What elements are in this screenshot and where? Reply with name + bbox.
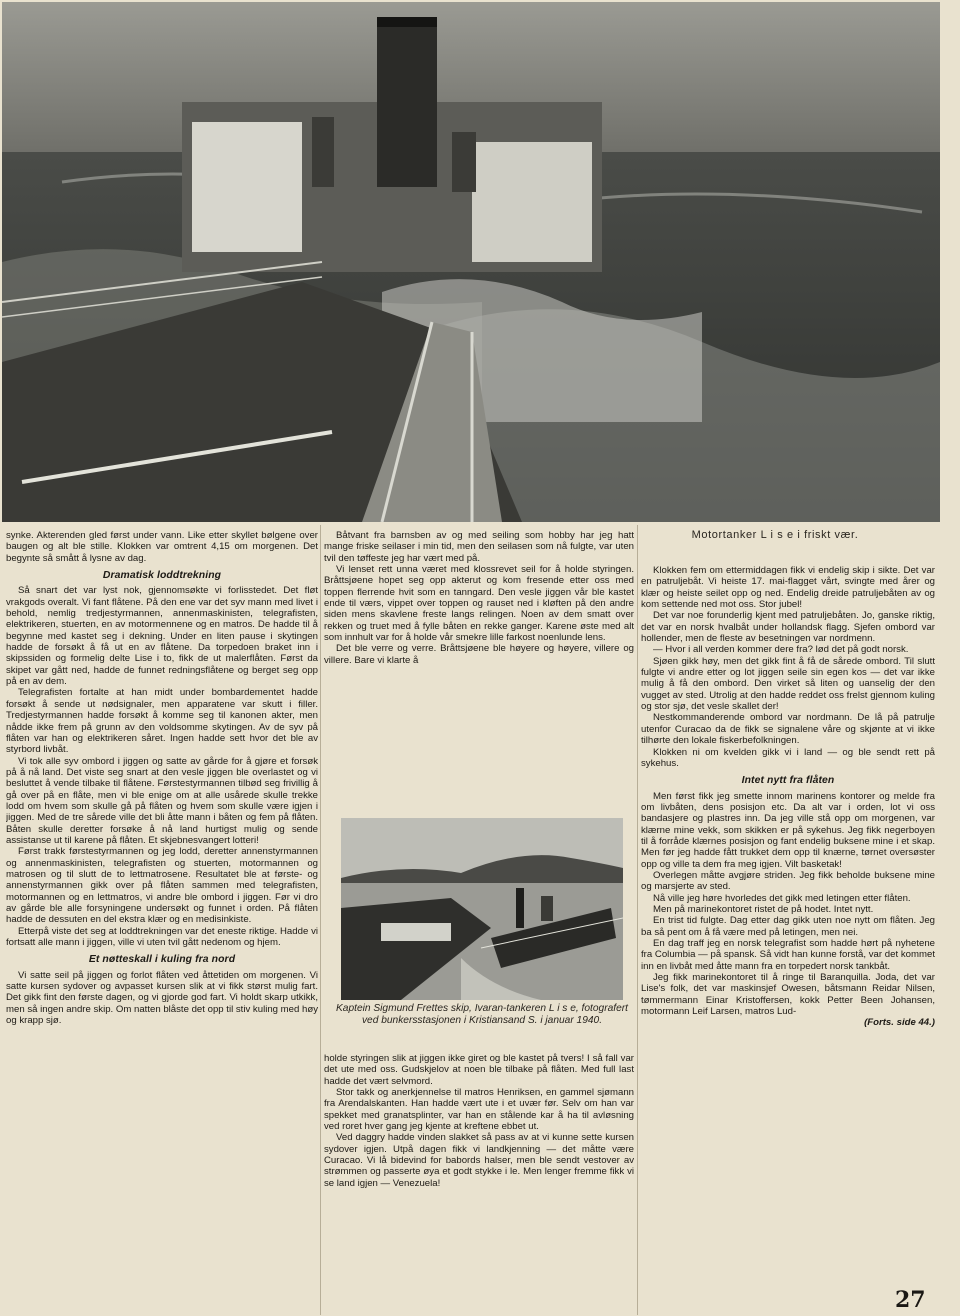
paragraph: Overlegen måtte avgjøre striden. Jeg fikk beholde buksene mine og marsjerte av sted. bbox=[641, 869, 935, 893]
paragraph: Men først fikk jeg smette innom marinens kontorer og melde fra om livbåten, dens posisjon etc. Da alt var i orden, lot vi oss bandasjere og plastres inn. Da jeg ville stå opp om morgenen, var klærne mine vekk, som skikken er på sykehus. Jeg fikk negerboyen til å forråde klærnes posisjon og fant endelig buksene mine i et skap. Men før jeg hadde fått trukket dem opp til knærne, tørnet oversøster opp og ville ta dem fra meg igjen. Vilt basketak! bbox=[641, 790, 935, 870]
article-column-2-bottom bbox=[324, 1053, 634, 1313]
paragraph: Det var noe forunderlig kjent med patruljebåten. Jo, ganske riktig, det var en norsk hvalbåt under hollandsk flagg. Sjefen ombord var hollender, men de fleste av besetningen var nordmenn. bbox=[641, 610, 935, 645]
paragraph: holde styringen slik at jiggen ikke giret og ble kastet på tvers! I så fall var det ute med oss. Gudskjelov at noen ble tilbake på flåten. Med full last hadde det vært selvmord. bbox=[324, 1053, 634, 1087]
article-column-3 bbox=[641, 565, 935, 1313]
paragraph: Ved daggry hadde vinden slakket så pass av at vi kunne sette kursen sydover igjen. Utpå dagen fikk vi landkjenning — det måtte være Curacao. Vi lå bidevind for babords halser, men ble sendt vestover av strømmen og passerte øya et godt stykke i le. Men lenger fremme fikk vi se land igjen — Venezuela! bbox=[324, 1132, 634, 1189]
paragraph: En trist tid fulgte. Dag etter dag gikk uten noe nytt om flåten. Jeg ba så pent om å få være med på letingen, men nei. bbox=[641, 915, 935, 938]
paragraph: Telegrafisten fortalte at han midt under bombardementet hadde forsøkt å sende ut nødsignaler, men apparatene var skutt i filler. Tredjestyrmannen hadde forsøkt å komme seg til kanonen akter, men nådde ikke frem på grunn av den voldsomme skytingen. Av de syv på flåten var han og elektrikeren såret. Ingen hadde sett hvor det ble av styrbord livbåt. bbox=[6, 687, 318, 756]
paragraph: Jeg fikk marinekontoret til å ringe til Baranquilla. Joda, det var Lise's folk, det var maskinsjef Owesen, båtsmann Reidar Nilsen, tømmermann Einar Kristoffersen, kokk Petter Been Johansen, motormann Leif Larsen, matros Lud- bbox=[641, 972, 935, 1018]
column-divider bbox=[637, 525, 638, 1315]
inset-photo-tanker-at-bunker-station bbox=[341, 818, 623, 1000]
paragraph: Etterpå viste det seg at loddtrekningen var det eneste riktige. Hadde vi fortsatt alle mann i jiggen, ville vi uten tvil gått nedenom og hjem. bbox=[6, 925, 318, 949]
paragraph: Vi lenset rett unna været med klossrevet seil for å holde styringen. Bråttsjøene hopet seg opp akterut og kom fresende etter oss med toppen flerrende hvit som en tanngard. Den vesle jiggen vår ble kastet ende til værs, vippet over toppen og rauset ned i kløften på den andre siden mens skavlene freste langs relingen. Noen av dem smatt over rekken og truet med å fylle båten en rekke ganger. Karene øste med alt som innhult var for å holde vår smekre lille farkost noenlunde lens. bbox=[324, 564, 634, 644]
page-number: 27 bbox=[895, 1287, 926, 1313]
paragraph: Klokken ni om kvelden gikk vi i land — og ble sendt rett på sykehus. bbox=[641, 746, 935, 769]
paragraph: synke. Akterenden gled først under vann. Like etter skyllet bølgene over baugen og alt ble stille. Klokken var omtrent 4,15 om morgenen. Det begynte så smått å lysne av dag. bbox=[6, 530, 318, 564]
harbour-photo-image bbox=[341, 818, 623, 1000]
paragraph: Vi tok alle syv ombord i jiggen og satte av gårde for å gjøre et forsøk på å nå land. Det viste seg snart at den vesle jiggen ble overlastet og vi besluttet å vende tilbake til flåtene. Førstestyrmannen tilbød seg frivillig å gå over på en flåte, men vi ble enige om at alle usårede skulle trekke lodd om hvem som skulle gå på flåten og hvem som skulle være igjen i jiggen. Med de tre sårede ville det bli åtte mann i båten og fem på flåten. Båten skulle deretter forsøke å nå land hurtigst mulig og sende assistanse ut til karene på flåten. Et skjebnesvangert lotteri! bbox=[6, 755, 318, 846]
paragraph: Men på marinekontoret ristet de på hodet. Intet nytt. bbox=[653, 903, 874, 915]
column-divider bbox=[320, 525, 321, 1315]
paragraph: Først trakk førstestyrmannen og jeg lodd, deretter annenstyrmannen og annenmaskinisten, telegrafisten og stuerten, motormannen og matrosen og til slutt de to lettmatrosene. Resultatet ble at første- og annenstyrmannen gikk over på flåten sammen med telegrafisten, motormannen og en lettmatros, vi andre ble ombord i jiggen. Før vi dro av gårde ble alle forsyningene undersøkt og funnet i orden. På flåten hadde de dessuten en del ekstra klær og en medisinkiste. bbox=[6, 846, 318, 926]
paragraph: Båtvant fra barnsben av og med seiling som hobby har jeg hatt mange friske seilaser i min tid, men den seilasen som nå fulgte, var uten tvil den tøffeste jeg har vært med på. bbox=[324, 530, 634, 564]
hero-photo-tanker-at-sea bbox=[2, 2, 940, 522]
ship-photo-image bbox=[2, 2, 940, 522]
section-heading: Dramatisk loddtrekning bbox=[102, 570, 222, 582]
section-heading: Intet nytt fra flåten bbox=[741, 775, 835, 787]
paragraph: Stor takk og anerkjennelse til matros Henriksen, en gammel sjømann fra Arendalskanten. Han hadde vært ute i et uvær før. Selv om han var spekket med granatsplinter, var han en stålende kar å ha til avløsning ved roret hver gang jeg kjente at kreftene ebbet ut. bbox=[324, 1087, 634, 1133]
article-column-2-top bbox=[324, 530, 634, 812]
paragraph: Nestkommanderende ombord var nordmann. De lå på patrulje utenfor Curacao da de fikk se signalene våre og skjønte at vi ikke tilhørte den lokale fiskerbefolkningen. bbox=[641, 712, 935, 747]
paragraph: Vi satte seil på jiggen og forlot flåten ved åttetiden om morgenen. Vi satte kursen sydover og avpasset kursen slik at vi fikk størst mulig fart. Det gikk fint den første dagen, og vi gjorde god fart. Vi holdt skarp utkikk, men så ingen andre skip. Om natten blåste det opp til stiv kuling med høy og krapp sjø. bbox=[6, 969, 318, 1027]
paragraph: En dag traff jeg en norsk telegrafist som hadde hørt på nyhetene fra Columbia — på spansk. Så vidt han kunne forstå, var det kommet inn en livbåt med åtte mann fra en torpedert norsk tankbåt. bbox=[641, 938, 935, 972]
paragraph: Nå ville jeg høre hvorledes det gikk med letingen etter flåten. bbox=[653, 892, 911, 904]
paragraph: Klokken fem om ettermiddagen fikk vi endelig skip i sikte. Det var en patruljebåt. Vi heiste 17. mai-flagget vårt, svingte med årer og klær og heiste seilet opp og ned. Endelig dreide patruljebåten av og kom settende ned mot oss. Stor jubel! bbox=[641, 565, 935, 611]
continued-note: (Forts. side 44.) bbox=[864, 1017, 935, 1029]
paragraph: Det ble verre og verre. Bråttsjøene ble høyere og høyere, villere og villere. Bare vi klarte å bbox=[324, 643, 634, 666]
inset-photo-caption: Kaptein Sigmund Frettes skip, Ivaran-tankeren L i s e, fotografert ved bunkersstasjonen i Kristiansand S. i januar 1940. bbox=[335, 1003, 628, 1026]
hero-photo-caption: Motortanker L i s e i friskt vær. bbox=[691, 529, 859, 541]
article-column-1 bbox=[6, 530, 318, 1313]
paragraph: Så snart det var lyst nok, gjennomsøkte vi forlisstedet. Det fløt vrakgods overalt. Vi fant flåtene. På den ene var det syv mann med livet i behold, nemlig tredjestyrmannen, annenmaskinisten, telegrafisten, elektrikeren, stuerten, en av motormennene og en matros. De hadde til å begynne med kastet seg i dekning. Under en liten pause i skytingen hadde de forsøkt å få ut en av flåtene. Da torpedoen braket inn i skipssiden og formelig delte Lise i to, fikk de ut malerflåten. Først da skipet var gått ned, hadde de funnet redningsflåtene og berget seg opp på en av dem. bbox=[6, 585, 318, 688]
paragraph: Sjøen gikk høy, men det gikk fint å få de sårede ombord. Til slutt fulgte vi andre etter og lot jiggen seile sin egen kos — det var ikke mulig å få den ombord. Den virket så liten og uanselig der den vugget av sted. Utrolig at den hadde reddet oss frelst gjennom kuling og stor sjø, det vesle skallet der! bbox=[641, 655, 935, 713]
paragraph: — Hvor i all verden kommer dere fra? lød det på godt norsk. bbox=[653, 644, 909, 656]
section-heading: Et nøtteskall i kuling fra nord bbox=[88, 954, 236, 966]
